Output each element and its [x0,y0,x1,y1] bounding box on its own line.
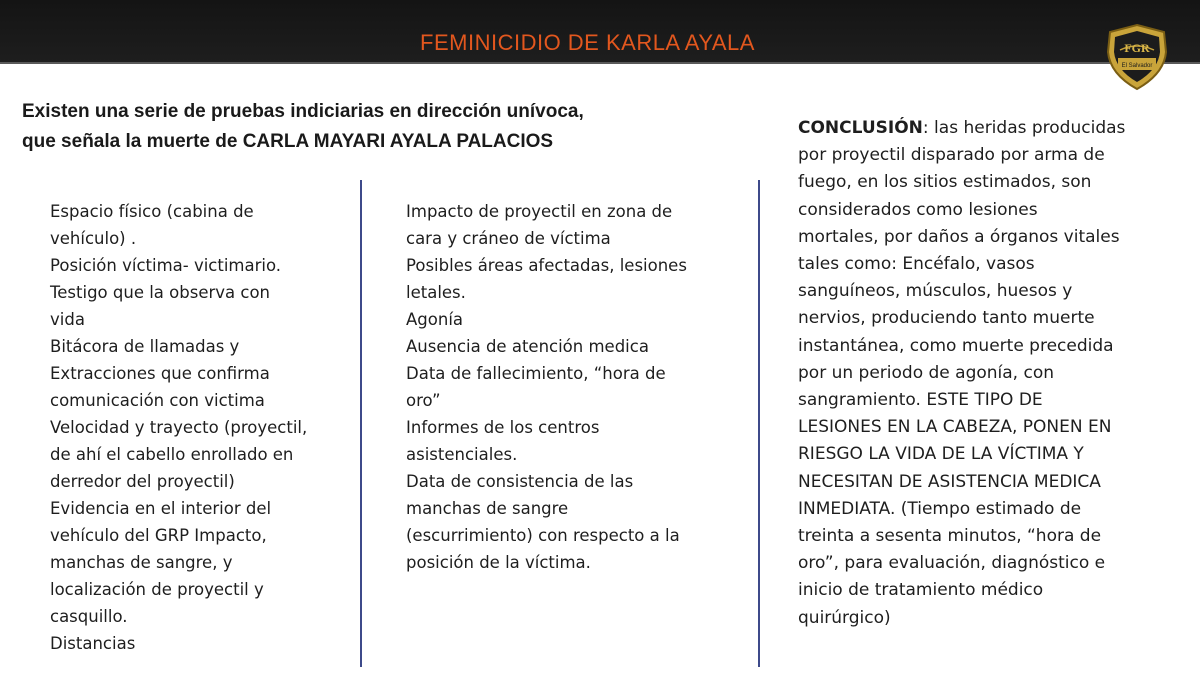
evidence-line: manchas de sangre [406,499,569,518]
conclusion-line: oro”, para evaluación, diagnóstico e [798,553,1106,574]
evidence-line: Posición víctima- victimario. [50,256,282,275]
column-divider-left [360,180,362,667]
slide-header [0,0,1200,64]
evidence-line: vida [50,310,85,329]
evidence-line: Informes de los centros [406,418,600,437]
evidence-line: Extracciones que confirma [50,364,270,383]
conclusion-label: CONCLUSIÓN [798,118,923,138]
conclusion-line: instantánea, como muerte precedida [798,335,1114,356]
evidence-line: Posibles áreas afectadas, lesiones [406,256,687,275]
evidence-line: Ausencia de atención medica [406,337,649,356]
evidence-line: de ahí el cabello enrollado en [50,445,294,464]
evidence-column-2 [406,198,736,576]
conclusion-line: por proyectil disparado por arma de [798,145,1105,166]
evidence-line: letales. [406,283,466,302]
evidence-line: Testigo que la observa con [50,283,271,302]
conclusion-line: nervios, produciendo tanto muerte [798,308,1095,329]
intro-line-1: Existen una serie de pruebas indiciarias en dirección unívoca, [22,101,584,122]
evidence-line: Distancias [50,634,136,653]
logo-text: FGR [1124,41,1150,55]
evidence-line: Agonía [406,310,464,329]
evidence-line: asistenciales. [406,445,518,464]
conclusion-first-line-text: : las heridas producidas [922,118,1126,138]
intro-statement [22,97,722,157]
conclusion-line: considerados como lesiones [798,199,1038,220]
intro-line-2: que señala la muerte de CARLA MAYARI AYALA PALACIOS [22,131,554,152]
conclusion-line: por un periodo de agonía, con [798,362,1055,383]
shield-badge-icon [1102,22,1172,92]
evidence-line: manchas de sangre, y [50,553,233,572]
evidence-line: localización de proyectil y [50,580,264,599]
slide-title: FEMINICIDIO DE KARLA AYALA [420,30,755,55]
conclusion-line: INMEDIATA. (Tiempo estimado de [798,498,1082,519]
evidence-line: Evidencia en el interior del [50,499,272,518]
evidence-line: Velocidad y trayecto (proyectil, [50,418,308,437]
evidence-line: posición de la víctima. [406,553,591,572]
evidence-line: vehículo) . [50,229,137,248]
evidence-column-1 [50,198,355,657]
conclusion-line: sanguíneos, músculos, huesos y [798,281,1073,302]
evidence-line: cara y cráneo de víctima [406,229,611,248]
conclusion-first-line [798,115,1178,142]
conclusion-line: inicio de tratamiento médico [798,580,1044,601]
evidence-line: oro” [406,391,441,410]
conclusion-line: tales como: Encéfalo, vasos [798,254,1035,275]
conclusion-line: NECESITAN DE ASISTENCIA MEDICA [798,471,1101,492]
header-divider [0,62,1200,64]
evidence-line: Bitácora de llamadas y [50,337,240,356]
evidence-line: Espacio físico (cabina de [50,202,254,221]
conclusion-line: quirúrgico) [798,607,891,628]
conclusion-line: RIESGO LA VIDA DE LA VÍCTIMA Y [798,444,1084,465]
evidence-line: derredor del proyectil) [50,472,235,491]
evidence-line: casquillo. [50,607,128,626]
evidence-line: Data de fallecimiento, “hora de [406,364,666,383]
conclusion-line: fuego, en los sitios estimados, son [798,172,1092,193]
evidence-line: (escurrimiento) con respecto a la [406,526,680,545]
column-divider-right [758,180,760,667]
evidence-line: Data de consistencia de las [406,472,634,491]
conclusion-line: mortales, por daños a órganos vitales [798,226,1120,247]
conclusion-line: treinta a sesenta minutos, “hora de [798,526,1102,547]
logo-subtext: El Salvador [1121,63,1153,69]
evidence-line: vehículo del GRP Impacto, [50,526,267,545]
evidence-line: Impacto de proyectil en zona de [406,202,673,221]
conclusion-line: LESIONES EN LA CABEZA, PONEN EN [798,417,1112,438]
evidence-line: comunicación con victima [50,391,265,410]
conclusion-column [798,115,1178,632]
conclusion-line: sangramiento. ESTE TIPO DE [798,390,1043,411]
